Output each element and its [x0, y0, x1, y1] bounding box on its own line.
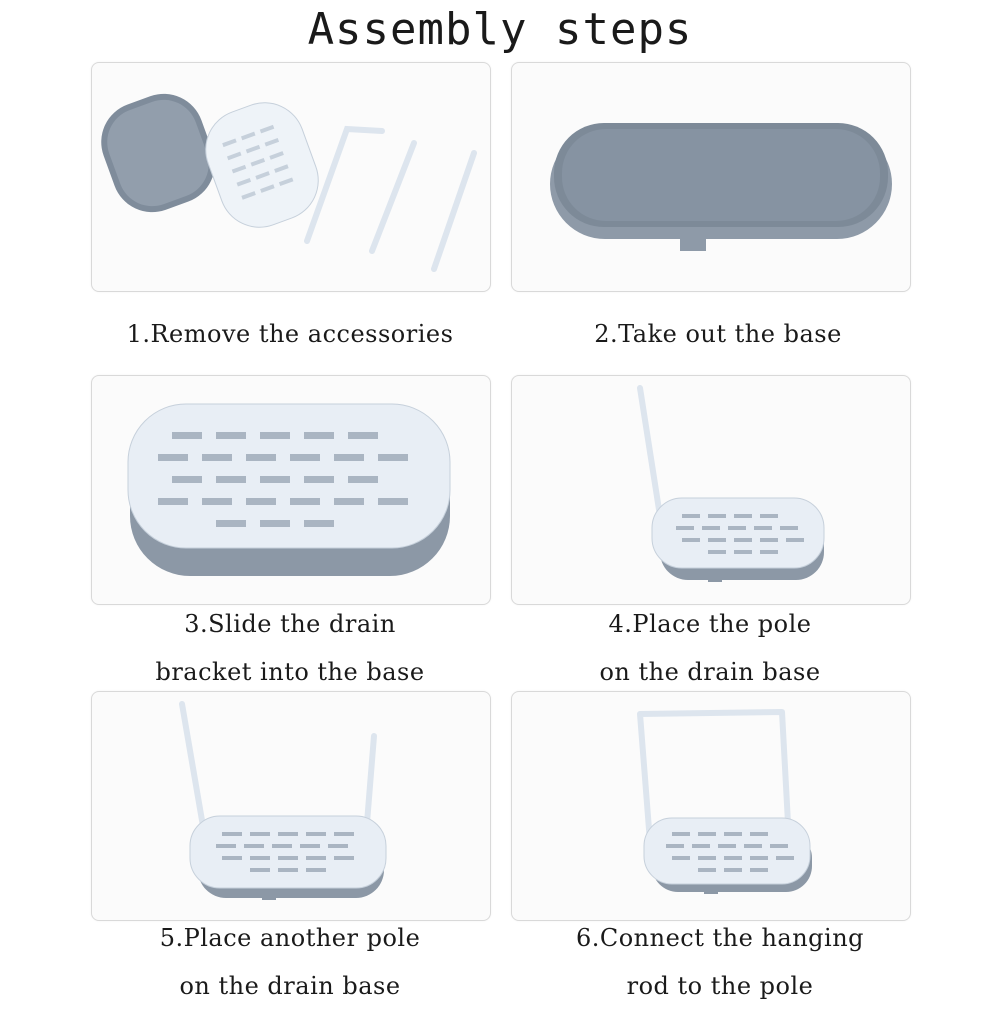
page-title: Assembly steps — [307, 4, 693, 55]
step-3-caption — [70, 600, 510, 696]
step-1-image — [91, 62, 491, 292]
drain-rack-part — [194, 92, 329, 239]
step-6-image — [511, 691, 911, 921]
step-5-line-1: 5.Place another pole — [159, 924, 421, 952]
step-5-image — [91, 691, 491, 921]
step-2-image — [511, 62, 911, 292]
step-1-caption — [70, 310, 510, 358]
step-4-line-2: on the drain base — [599, 658, 821, 686]
step-3-line-2: bracket into the base — [155, 658, 425, 686]
step-4-caption — [490, 600, 930, 696]
step-5-caption — [70, 914, 510, 1010]
pole-left — [182, 704, 204, 832]
pole — [640, 388, 660, 516]
step-6-line-1: 6.Connect the hanging — [575, 924, 865, 952]
drain-rack — [652, 498, 824, 568]
drain-rack — [644, 818, 810, 884]
step-2-caption — [498, 310, 938, 358]
step-3-line-1: 3.Slide the drain — [184, 610, 396, 638]
step-6-caption — [500, 914, 940, 1010]
step-2-line-1: 2.Take out the base — [594, 320, 842, 348]
pole-part-1 — [372, 143, 414, 251]
base-tab — [680, 227, 706, 251]
step-1-line-1: 1.Remove the accessories — [126, 320, 454, 348]
step-4-image — [511, 375, 911, 605]
step-6-line-2: rod to the pole — [626, 972, 814, 1000]
drain-rack — [190, 816, 386, 888]
pole-part-2 — [434, 153, 474, 269]
step-5-line-2: on the drain base — [179, 972, 401, 1000]
step-3-image — [91, 375, 491, 605]
step-4-line-1: 4.Place the pole — [608, 610, 812, 638]
